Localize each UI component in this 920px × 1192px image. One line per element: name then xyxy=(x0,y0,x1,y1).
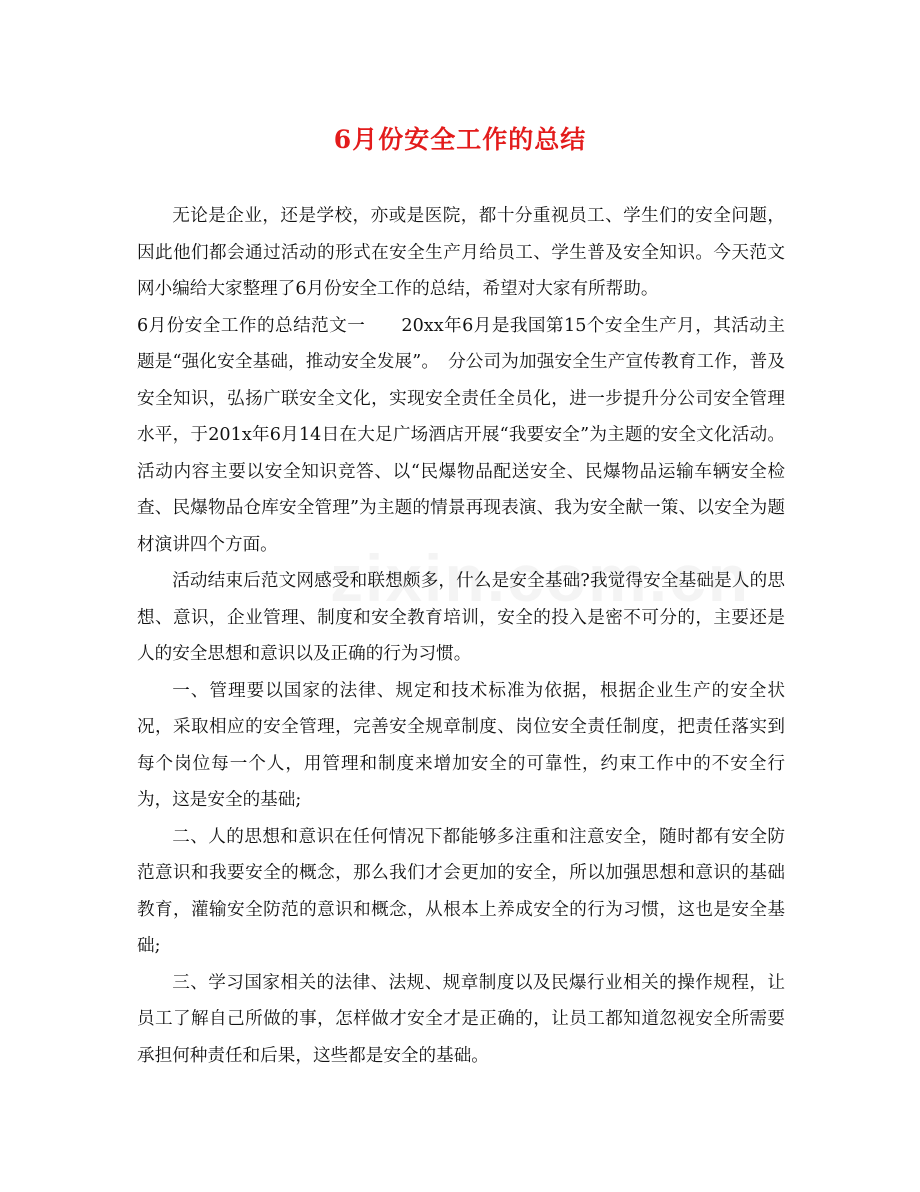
paragraph-point-one: 一、管理要以国家的法律、规定和技术标准为依据，根据企业生产的安全状况，采取相应的安全管理，完善安全规章制度、岗位安全责任制度，把责任落实到每个岗位每一个人，用管理和制度来增加安全的可靠性，约束工作中的不安全行为，这是安全的基础; xyxy=(137,680,785,810)
document-body xyxy=(137,198,785,1074)
paragraph-point-two: 二、人的思想和意识在任何情况下都能够多注重和注意安全，随时都有安全防范意识和我要安全的概念，那么我们才会更加的安全，所以加强思想和意识的基础教育，灌输安全防范的意识和概念，从根本上养成安全的行为习惯，这也是安全基础; xyxy=(137,826,785,956)
paragraph-reflection: 活动结束后范文网感受和联想颇多，什么是安全基础?我觉得安全基础是人的思想、意识，企业管理、制度和安全教育培训，安全的投入是密不可分的，主要还是人的安全思想和意识以及正确的行为习惯。 xyxy=(137,571,785,664)
paragraph-sample-one: 6月份安全工作的总结范文一 20xx年6月是我国第15个安全生产月，其活动主题是“强化安全基础，推动安全发展”。 分公司为加强安全生产宣传教育工作，普及安全知识，弘扬广联安全文化，实现安全责任全员化，进一步提升分公司安全管理水平，于201x年6月14日在大足广场酒店开展“我要安全”为主题的安全文化活动。活动内容主要以安全知识竞答、以“民爆物品配送安全、民爆物品运输车辆安全检查、民爆物品仓库安全管理”为主题的情景再现表演、我为安全献一策、以安全为题材演讲四个方面。 xyxy=(137,315,785,555)
document-title: 6月份安全工作的总结 xyxy=(333,125,587,154)
paragraph-point-three: 三、学习国家相关的法律、法规、规章制度以及民爆行业相关的操作规程，让员工了解自己所做的事，怎样做才安全才是正确的，让员工都知道忽视安全所需要承担何种责任和后果，这些都是安全的基础。 xyxy=(137,972,785,1066)
paragraph-intro: 无论是企业，还是学校，亦或是医院，都十分重视员工、学生们的安全问题，因此他们都会通过活动的形式在安全生产月给员工、学生普及安全知识。今天范文网小编给大家整理了6月份安全工作的总结，希望对大家有所帮助。 xyxy=(137,206,785,299)
